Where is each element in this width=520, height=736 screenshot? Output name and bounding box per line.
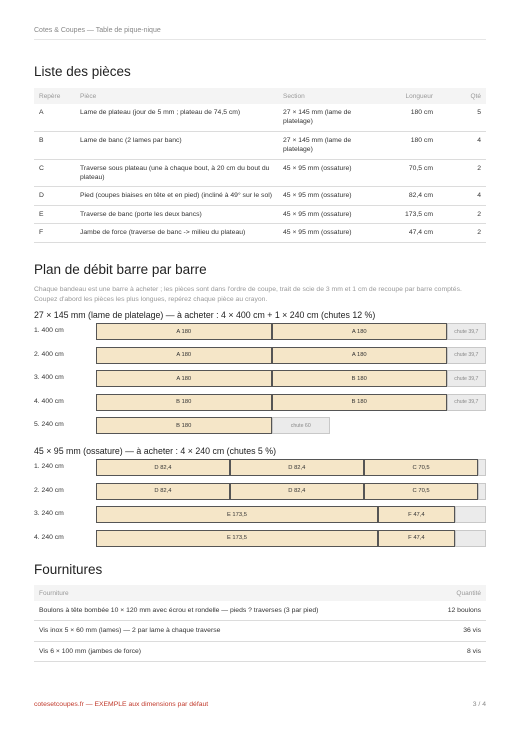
cell-qte: 2 bbox=[438, 159, 486, 187]
cell-repere: B bbox=[34, 131, 75, 159]
cut-piece: B 180 bbox=[272, 394, 448, 411]
table-row bbox=[34, 159, 486, 187]
col-section: Section bbox=[278, 88, 368, 104]
cut-piece: A 180 bbox=[96, 347, 272, 364]
cell-longueur: 180 cm bbox=[368, 131, 438, 159]
cut-piece: D 82,4 bbox=[230, 459, 364, 476]
group-title-ossature: 45 × 95 mm (ossature) — à acheter : 4 × 240 cm (chutes 5 %) bbox=[34, 446, 277, 456]
cut-waste: chute 60 bbox=[272, 417, 331, 434]
bar-label: 3. 240 cm bbox=[34, 510, 64, 517]
cell-longueur: 47,4 cm bbox=[368, 224, 438, 242]
cell-qte: 4 bbox=[438, 131, 486, 159]
cell-quantite: 36 vis bbox=[406, 621, 486, 641]
table-row bbox=[34, 601, 486, 621]
cell-section: 45 × 95 mm (ossature) bbox=[278, 205, 368, 223]
group-title-platelage: 27 × 145 mm (lame de platelage) — à acheter : 4 × 400 cm + 1 × 240 cm (chutes 12 %) bbox=[34, 310, 376, 320]
cell-qte: 2 bbox=[438, 205, 486, 223]
cell-piece: Traverse sous plateau (une à chaque bout, à 20 cm du bout du plateau) bbox=[75, 159, 278, 187]
cut-piece: B 180 bbox=[272, 370, 448, 387]
cell-piece: Lame de plateau (jour de 5 mm ; plateau de 74,5 cm) bbox=[75, 104, 278, 131]
cut-waste: chute 39,7 bbox=[447, 347, 486, 364]
bar-label: 4. 240 cm bbox=[34, 533, 64, 541]
bar-label: 3. 400 cm bbox=[34, 374, 64, 381]
cell-longueur: 82,4 cm bbox=[368, 187, 438, 205]
col-qte: Qté bbox=[438, 88, 486, 104]
cell-longueur: 173,5 cm bbox=[368, 205, 438, 223]
bar-label: 4. 400 cm bbox=[34, 397, 64, 405]
cell-repere: D bbox=[34, 187, 75, 205]
cell-fourniture: Boulons à tête bombée 10 × 120 mm avec écrou et rondelle — pieds ? traverses (3 par pied) bbox=[34, 601, 406, 621]
cut-piece: A 180 bbox=[272, 323, 448, 340]
cut-piece: D 82,4 bbox=[96, 483, 230, 500]
footer-site-link[interactable]: cotesetcoupes.fr — EXEMPLE aux dimensions par défaut bbox=[34, 701, 209, 708]
cut-waste bbox=[455, 506, 486, 523]
cell-longueur: 180 cm bbox=[368, 104, 438, 131]
cut-piece: F 47,4 bbox=[378, 506, 455, 523]
cell-repere: A bbox=[34, 104, 75, 131]
cell-piece: Jambe de force (traverse de banc -> milieu du plateau) bbox=[75, 224, 278, 242]
bar-label: 1. 240 cm bbox=[34, 463, 64, 470]
cell-repere: F bbox=[34, 224, 75, 242]
col-longueur: Longueur bbox=[368, 88, 438, 104]
cell-piece: Traverse de banc (porte les deux bancs) bbox=[75, 205, 278, 223]
cell-section: 27 × 145 mm (lame de platelage) bbox=[278, 104, 368, 131]
cut-piece: F 47,4 bbox=[378, 530, 455, 547]
cut-piece: A 180 bbox=[272, 347, 448, 364]
table-row bbox=[34, 104, 486, 131]
cut-piece: E 173,5 bbox=[96, 506, 378, 523]
bar-label: 2. 400 cm bbox=[34, 350, 64, 358]
col-piece: Pièce bbox=[75, 88, 278, 104]
cut-piece: B 180 bbox=[96, 394, 272, 411]
cut-piece: C 70,5 bbox=[364, 459, 479, 476]
supplies-title: Fournitures bbox=[34, 562, 103, 577]
table-row bbox=[34, 187, 486, 205]
cell-fourniture: Vis 6 × 100 mm (jambes de force) bbox=[34, 641, 406, 661]
cutting-title: Plan de débit barre par barre bbox=[34, 262, 207, 277]
cut-waste: chute 39,7 bbox=[447, 394, 486, 411]
cell-qte: 5 bbox=[438, 104, 486, 131]
cell-qte: 2 bbox=[438, 224, 486, 242]
cut-waste bbox=[455, 530, 486, 547]
col-quantite: Quantité bbox=[406, 585, 486, 601]
table-row bbox=[34, 621, 486, 641]
cell-quantite: 8 vis bbox=[406, 641, 486, 661]
cell-longueur: 70,5 cm bbox=[368, 159, 438, 187]
bar-label: 5. 240 cm bbox=[34, 421, 64, 428]
cut-piece: A 180 bbox=[96, 370, 272, 387]
bar-label: 1. 400 cm bbox=[34, 327, 64, 334]
cell-repere: C bbox=[34, 159, 75, 187]
cut-piece: D 82,4 bbox=[230, 483, 364, 500]
cut-piece: E 173,5 bbox=[96, 530, 378, 547]
cell-section: 45 × 95 mm (ossature) bbox=[278, 224, 368, 242]
col-repere: Repère bbox=[34, 88, 75, 104]
bar-label: 2. 240 cm bbox=[34, 486, 64, 494]
cut-waste: chute 39,7 bbox=[447, 370, 486, 387]
table-row bbox=[34, 224, 486, 242]
page-header: Cotes & Coupes — Table de pique-nique bbox=[34, 27, 486, 40]
cell-repere: E bbox=[34, 205, 75, 223]
cut-waste bbox=[478, 483, 486, 500]
cut-piece: B 180 bbox=[96, 417, 272, 434]
cut-piece: C 70,5 bbox=[364, 483, 479, 500]
cut-piece: D 82,4 bbox=[96, 459, 230, 476]
pieces-header-row bbox=[34, 88, 486, 104]
cell-section: 27 × 145 mm (lame de platelage) bbox=[278, 131, 368, 159]
pieces-table bbox=[34, 88, 486, 243]
cell-fourniture: Vis inox 5 × 60 mm (lames) — 2 par lame à chaque traverse bbox=[34, 621, 406, 641]
cut-piece: A 180 bbox=[96, 323, 272, 340]
cell-quantite: 12 boulons bbox=[406, 601, 486, 621]
cell-qte: 4 bbox=[438, 187, 486, 205]
table-row bbox=[34, 131, 486, 159]
cell-section: 45 × 95 mm (ossature) bbox=[278, 187, 368, 205]
pieces-title: Liste des pièces bbox=[34, 64, 131, 79]
table-row bbox=[34, 641, 486, 661]
page-number: 3 / 4 bbox=[472, 701, 486, 708]
cell-piece: Pied (coupes biaises en tête et en pied) (incliné à 49° sur le sol) bbox=[75, 187, 278, 205]
cutting-note: Chaque bandeau est une barre à acheter ; les pièces sont dans l'ordre de coupe, trait de scie de 3 mm et 1 cm de recoupe par barre comptés. Coupez d'abord les pièces les plus longues, repérez chaque pièce au crayon. bbox=[34, 286, 462, 303]
cut-waste bbox=[478, 459, 486, 476]
supplies-table bbox=[34, 585, 486, 662]
col-fourniture: Fourniture bbox=[34, 585, 406, 601]
cut-waste: chute 39,7 bbox=[447, 323, 486, 340]
supplies-header-row bbox=[34, 585, 486, 601]
cell-section: 45 × 95 mm (ossature) bbox=[278, 159, 368, 187]
table-row bbox=[34, 205, 486, 223]
cell-piece: Lame de banc (2 lames par banc) bbox=[75, 131, 278, 159]
